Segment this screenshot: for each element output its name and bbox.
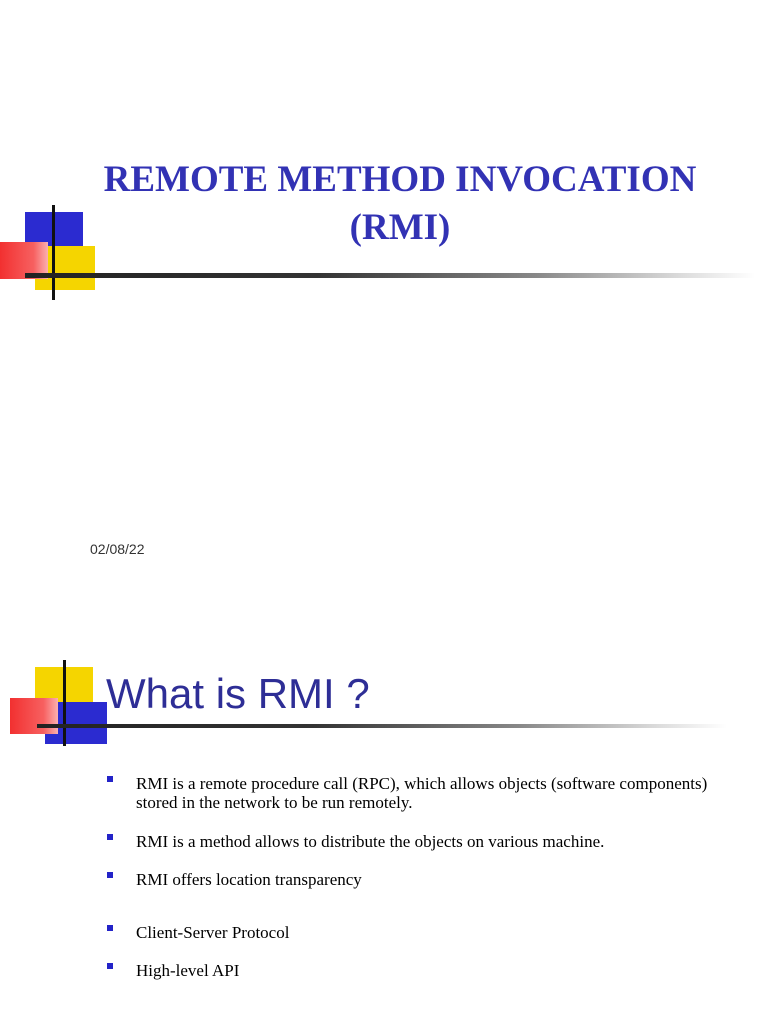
red-square-decoration	[10, 698, 58, 734]
square-bullet-icon	[107, 776, 113, 782]
vertical-rule-decoration	[63, 660, 66, 746]
bullet-text: Client-Server Protocol	[136, 923, 290, 942]
bullet-text: RMI is a remote procedure call (RPC), which allows objects (software components) stored in the network to be run remotely.	[136, 774, 708, 812]
slide-title-line-2: (RMI)	[349, 207, 451, 248]
title-underline-rule	[25, 273, 755, 278]
slide-title-line-1: REMOTE METHOD INVOCATION	[103, 159, 697, 200]
slide-date: 02/08/22	[90, 541, 145, 557]
bullet-item	[105, 832, 745, 851]
bullet-list	[105, 774, 745, 980]
bullet-item	[105, 923, 745, 942]
slide-title	[60, 156, 740, 252]
bullet-item	[105, 961, 745, 980]
bullet-item	[105, 774, 745, 812]
bullet-text: High-level API	[136, 961, 240, 980]
square-bullet-icon	[107, 963, 113, 969]
bullet-item	[105, 870, 745, 889]
slide-title: What is RMI ?	[106, 670, 370, 717]
bullet-text: RMI is a method allows to distribute the objects on various machine.	[136, 832, 605, 851]
square-bullet-icon	[107, 925, 113, 931]
square-bullet-icon	[107, 834, 113, 840]
square-bullet-icon	[107, 872, 113, 878]
bullet-text: RMI offers location transparency	[136, 870, 362, 889]
title-underline-rule	[37, 724, 727, 728]
vertical-rule-decoration	[52, 205, 55, 300]
content-slide	[0, 640, 768, 1024]
